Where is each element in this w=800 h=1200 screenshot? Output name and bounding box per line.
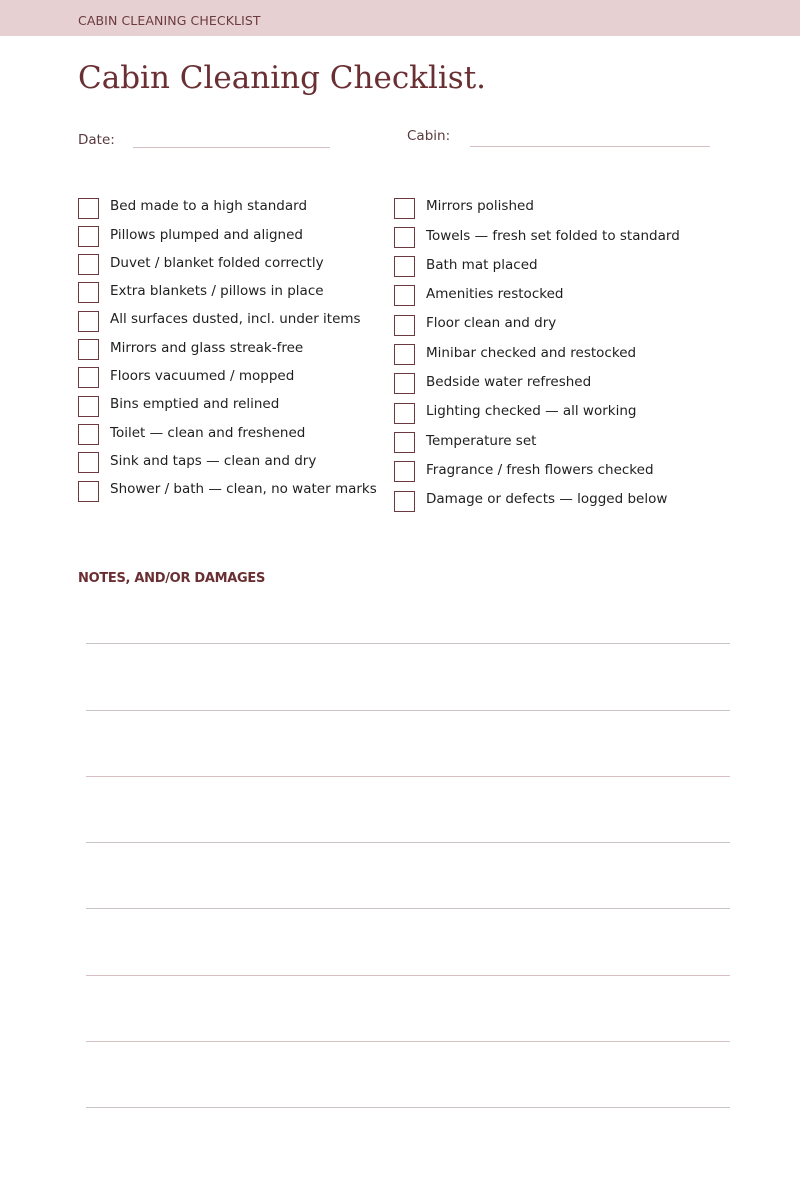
checklist-item-label: Towels — fresh set folded to standard [426,227,680,244]
checklist-item [78,479,377,503]
checklist-item [78,366,294,390]
date-label: Date: [78,132,115,148]
checkbox[interactable] [78,226,99,247]
checklist-item [394,196,534,220]
checklist-item-label: Damage or defects — logged below [426,491,668,508]
checklist-item [78,196,307,220]
notes-line[interactable] [86,1107,730,1108]
checkbox[interactable] [78,254,99,275]
checkbox[interactable] [394,373,415,394]
checkbox[interactable] [78,198,99,219]
notes-line[interactable] [86,1041,730,1042]
checklist-item-label: Shower / bath — clean, no water marks [110,481,377,498]
checklist-item-label: Amenities restocked [426,286,564,303]
checkbox[interactable] [78,311,99,332]
checklist-item [394,489,667,513]
checkbox[interactable] [78,424,99,445]
checklist-item [394,255,538,279]
notes-line[interactable] [86,842,730,843]
checkbox[interactable] [394,198,415,219]
checklist-item [394,460,654,484]
checklist-item [394,343,636,367]
notes-line[interactable] [86,776,730,777]
checklist-item-label: Fragrance / fresh flowers checked [426,461,654,478]
checklist-item-label: Bed made to a high standard [110,198,308,215]
checklist-item-label: Mirrors and glass streak-free [110,339,304,356]
checkbox[interactable] [78,282,99,303]
checklist-item-label: Mirrors polished [426,198,534,215]
cabin-label: Cabin: [407,128,451,144]
notes-line[interactable] [86,710,730,711]
checklist-item [394,284,563,308]
notes-line[interactable] [86,908,730,909]
notes-heading: NOTES, AND/OR DAMAGES [78,571,266,586]
checklist-item-label: All surfaces dusted, incl. under items [110,311,361,328]
header-bar [0,0,800,36]
checklist-item-label: Lighting checked — all working [426,403,637,420]
checklist-item-label: Minibar checked and restocked [426,344,637,361]
checklist-item-label: Sink and taps — clean and dry [110,452,317,469]
checklist-item-label: Floors vacuumed / mopped [110,368,295,385]
checklist-item [78,394,279,418]
notes-line[interactable] [86,975,730,976]
checklist-item [78,253,324,277]
page-title: Cabin Cleaning Checklist. [78,60,487,96]
cabin-field-line[interactable] [470,146,710,147]
checklist-item-label: Floor clean and dry [426,315,557,332]
checkbox[interactable] [394,403,415,424]
notes-line[interactable] [86,643,730,644]
checklist-item-label: Temperature set [426,432,537,449]
checklist-item-label: Bedside water refreshed [426,374,592,391]
checklist-item [394,225,680,249]
checklist-item [394,313,556,337]
header-bar-label: CABIN CLEANING CHECKLIST [78,13,261,28]
checklist-item-label: Bath mat placed [426,256,538,273]
checklist-item [78,338,303,362]
checklist-item [78,224,303,248]
checkbox[interactable] [394,285,415,306]
checklist-item [78,309,361,333]
checkbox[interactable] [394,256,415,277]
checkbox[interactable] [78,452,99,473]
checklist-item [394,430,536,454]
date-field-line[interactable] [133,147,330,148]
checklist-item-label: Pillows plumped and aligned [110,226,303,243]
checklist-item [394,401,636,425]
checkbox[interactable] [78,367,99,388]
checklist-item-label: Bins emptied and relined [110,396,280,413]
checklist-item-label: Toilet — clean and freshened [110,424,306,441]
checkbox[interactable] [394,315,415,336]
checklist-item [78,422,305,446]
checkbox[interactable] [394,461,415,482]
checklist-item [394,372,591,396]
checkbox[interactable] [78,481,99,502]
checklist-item [78,281,324,305]
checklist-item [78,451,316,475]
checkbox[interactable] [394,344,415,365]
checkbox[interactable] [394,491,415,512]
checklist-item-label: Extra blankets / pillows in place [110,283,324,300]
checkbox[interactable] [78,396,99,417]
checkbox[interactable] [394,432,415,453]
checkbox[interactable] [78,339,99,360]
checklist-item-label: Duvet / blanket folded correctly [110,254,324,271]
checkbox[interactable] [394,227,415,248]
